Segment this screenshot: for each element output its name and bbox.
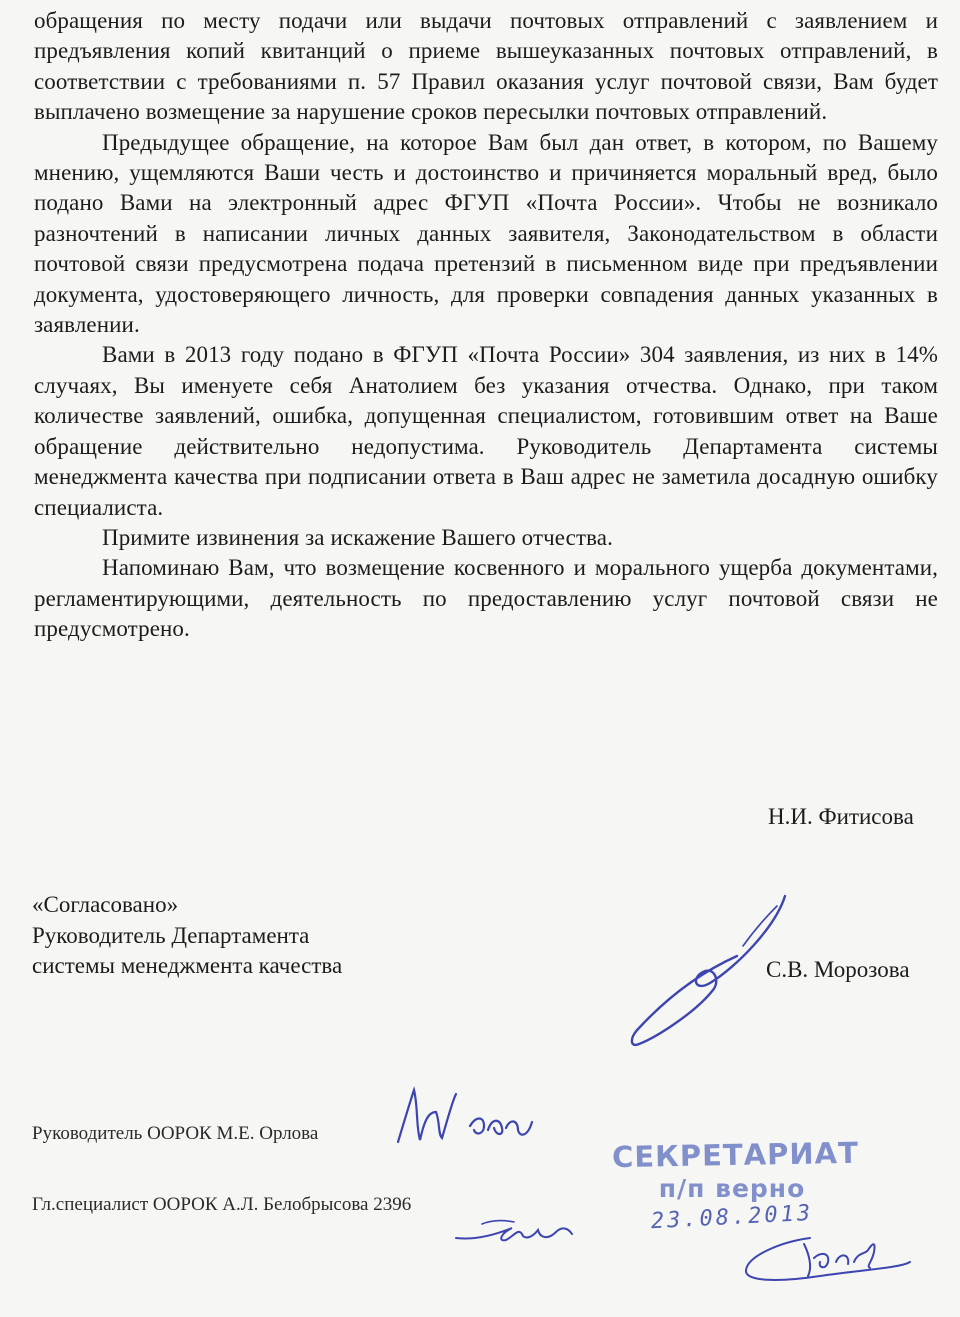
secretariat-stamp [611,1135,860,1235]
approver-signature-icon [625,888,800,1053]
stamp-date: 23.08.2013 [650,1200,814,1235]
paragraph-5: Напоминаю Вам, что возмещение косвенного и морального ущерба документами, регламентирующими, деятельность по предоставлению услуг почтовой связи не предусмотрено. [34,555,938,642]
head-oorok-line: Руководитель ООРОК М.Е. Орлова [32,1123,319,1144]
approval-position-line1: Руководитель Департамента [32,922,310,948]
specialist-signature-icon [452,1210,577,1248]
paragraph-4: Примите извинения за искажение Вашего отчества. [102,524,613,550]
approver-name: С.В. Морозова [766,957,910,982]
stamp-signature-icon [740,1232,915,1287]
approval-block [32,890,342,982]
stamp-line-1: СЕКРЕТАРИАТ [611,1135,860,1175]
letter-body [34,6,938,645]
orlova-signature-icon [392,1082,542,1157]
stamp-line-2: п/п верно [658,1174,806,1203]
paragraph-3: Вами в 2013 году подано в ФГУП «Почта России» 304 заявления, из них в 14% случаях, Вы именуете себя Анатолием без указания отчества. Однако, при таком количестве заявлений, ошибка, допущенная специалистом, готовившим ответ на Ваше обращение действительно недопустима. Руководитель Департамента системы менеджмента качества при подписании ответа в Ваш адрес не заметила досадную ошибку специалиста. [34,342,938,520]
specialist-line: Гл.специалист ООРОК А.Л. Белобрысова 2396 [32,1194,412,1215]
paragraph-2: Предыдущее обращение, на которое Вам был дан ответ, в котором, по Вашему мнению, ущемляются Ваши честь и достоинство и причиняется моральный вред, было подано Вами на электронный адрес ФГУП «Почта России». Чтобы не возникало разночтений в написании личных данных заявителя, Законодательством в области почтовой связи предусмотрена подача претензий в письменном виде при предъявлении документа, удостоверяющего личность, для проверки совпадения данных указанных в заявлении. [34,129,938,338]
signatory-name: Н.И. Фитисова [768,804,914,829]
approval-position-line2: системы менеджмента качества [32,953,343,978]
approval-label: «Согласовано» [32,892,179,917]
paragraph-1: обращения по месту подачи или выдачи почтовых отправлений с заявлением и предъявления копий квитанций о приеме вышеуказанных почтовых отправлений, в соответствии с требованиями п. 57 Правил оказания услуг почтовой связи, Вам будет выплачено возмещение за нарушение сроков пересылки почтовых отправлений. [34,8,938,125]
